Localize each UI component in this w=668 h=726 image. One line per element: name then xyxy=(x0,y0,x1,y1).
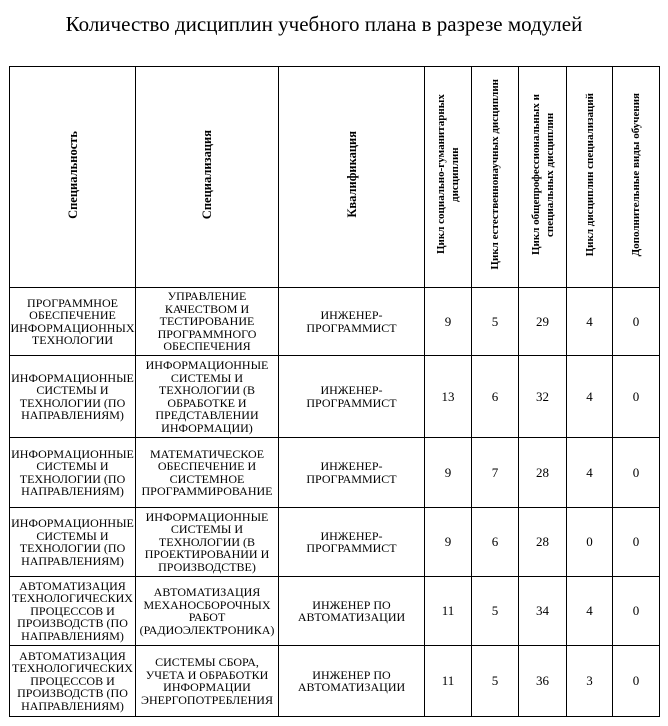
table-row xyxy=(10,646,660,717)
header-qualification: Квалификация xyxy=(279,67,425,288)
cell-additional: 0 xyxy=(613,356,660,438)
header-row xyxy=(10,67,660,288)
cell-specialty: АВТОМАТИЗАЦИЯ ТЕХНОЛОГИЧЕСКИХ ПРОЦЕССОВ И ПРОИЗВОДСТВ (ПО НАПРАВЛЕНИЯМ) xyxy=(10,646,136,717)
cell-general-professional: 34 xyxy=(519,577,567,646)
header-natural-science: Цикл естественнонаучных дисциплин xyxy=(472,67,519,288)
table-row xyxy=(10,508,660,577)
cell-specialty: ИНФОРМАЦИОННЫЕ СИСТЕМЫ И ТЕХНОЛОГИИ (ПО НАПРАВЛЕНИЯМ) xyxy=(10,356,136,438)
cell-specialty: ИНФОРМАЦИОННЫЕ СИСТЕМЫ И ТЕХНОЛОГИИ (ПО НАПРАВЛЕНИЯМ) xyxy=(10,508,136,577)
cell-social-humanitarian: 9 xyxy=(425,288,472,356)
cell-general-professional: 32 xyxy=(519,356,567,438)
cell-qualification: ИНЖЕНЕР-ПРОГРАММИСТ xyxy=(279,508,425,577)
cell-additional: 0 xyxy=(613,646,660,717)
cell-natural-science: 6 xyxy=(472,508,519,577)
cell-specialization-cycle: 4 xyxy=(567,288,613,356)
cell-social-humanitarian: 13 xyxy=(425,356,472,438)
header-additional: Дополнительные виды обучения xyxy=(613,67,660,288)
cell-natural-science: 5 xyxy=(472,288,519,356)
cell-specialization: УПРАВЛЕНИЕ КАЧЕСТВОМ И ТЕСТИРОВАНИЕ ПРОГРАММНОГО ОБЕСПЕЧЕНИЯ xyxy=(136,288,279,356)
document-title: Количество дисциплин учебного плана в разрезе модулей xyxy=(65,12,583,36)
cell-general-professional: 28 xyxy=(519,438,567,508)
cell-qualification: ИНЖЕНЕР-ПРОГРАММИСТ xyxy=(279,438,425,508)
cell-specialization-cycle: 4 xyxy=(567,356,613,438)
cell-qualification: ИНЖЕНЕР-ПРОГРАММИСТ xyxy=(279,356,425,438)
cell-specialization-cycle: 3 xyxy=(567,646,613,717)
cell-general-professional: 28 xyxy=(519,508,567,577)
table-row xyxy=(10,288,660,356)
cell-social-humanitarian: 9 xyxy=(425,438,472,508)
header-specialty: Специальность xyxy=(10,67,136,288)
cell-specialization: МАТЕМАТИЧЕСКОЕ ОБЕСПЕЧЕНИЕ И СИСТЕМНОЕ ПРОГРАММИРОВАНИЕ xyxy=(136,438,279,508)
cell-additional: 0 xyxy=(613,577,660,646)
cell-specialty: АВТОМАТИЗАЦИЯ ТЕХНОЛОГИЧЕСКИХ ПРОЦЕССОВ И ПРОИЗВОДСТВ (ПО НАПРАВЛЕНИЯМ) xyxy=(10,577,136,646)
table-row xyxy=(10,356,660,438)
cell-additional: 0 xyxy=(613,508,660,577)
header-general-professional: Цикл общепрофессиональных и специальных дисциплин xyxy=(519,67,567,288)
cell-social-humanitarian: 11 xyxy=(425,577,472,646)
disciplines-table xyxy=(9,66,660,717)
cell-natural-science: 7 xyxy=(472,438,519,508)
cell-specialization-cycle: 4 xyxy=(567,438,613,508)
cell-social-humanitarian: 11 xyxy=(425,646,472,717)
cell-specialization: ИНФОРМАЦИОННЫЕ СИСТЕМЫ И ТЕХНОЛОГИИ (В ОБРАБОТКЕ И ПРЕДСТАВЛЕНИИ ИНФОРМАЦИИ) xyxy=(136,356,279,438)
header-social-humanitarian: Цикл социально-гуманитарных дисциплин xyxy=(425,67,472,288)
cell-qualification: ИНЖЕНЕР ПО АВТОМАТИЗАЦИИ xyxy=(279,646,425,717)
cell-general-professional: 29 xyxy=(519,288,567,356)
cell-specialization-cycle: 0 xyxy=(567,508,613,577)
header-specialization-cycle: Цикл дисциплин специализаций xyxy=(567,67,613,288)
cell-natural-science: 5 xyxy=(472,577,519,646)
cell-specialty: ИНФОРМАЦИОННЫЕ СИСТЕМЫ И ТЕХНОЛОГИИ (ПО НАПРАВЛЕНИЯМ) xyxy=(10,438,136,508)
table-row xyxy=(10,438,660,508)
cell-specialization: СИСТЕМЫ СБОРА, УЧЕТА И ОБРАБОТКИ ИНФОРМАЦИИ ЭНЕРГОПОТРЕБЛЕНИЯ xyxy=(136,646,279,717)
table-row xyxy=(10,577,660,646)
cell-specialization: ИНФОРМАЦИОННЫЕ СИСТЕМЫ И ТЕХНОЛОГИИ (В ПРОЕКТИРОВАНИИ И ПРОИЗВОДСТВЕ) xyxy=(136,508,279,577)
cell-specialization-cycle: 4 xyxy=(567,577,613,646)
cell-social-humanitarian: 9 xyxy=(425,508,472,577)
cell-qualification: ИНЖЕНЕР-ПРОГРАММИСТ xyxy=(279,288,425,356)
cell-specialty: ПРОГРАММНОЕ ОБЕСПЕЧЕНИЕ ИНФОРМАЦИОННЫХ ТЕХНОЛОГИИ xyxy=(10,288,136,356)
cell-qualification: ИНЖЕНЕР ПО АВТОМАТИЗАЦИИ xyxy=(279,577,425,646)
cell-natural-science: 5 xyxy=(472,646,519,717)
cell-natural-science: 6 xyxy=(472,356,519,438)
cell-specialization: АВТОМАТИЗАЦИЯ МЕХАНОСБОРОЧНЫХ РАБОТ (РАДИОЭЛЕКТРОНИКА) xyxy=(136,577,279,646)
cell-general-professional: 36 xyxy=(519,646,567,717)
cell-additional: 0 xyxy=(613,288,660,356)
header-specialization: Специализация xyxy=(136,67,279,288)
cell-additional: 0 xyxy=(613,438,660,508)
